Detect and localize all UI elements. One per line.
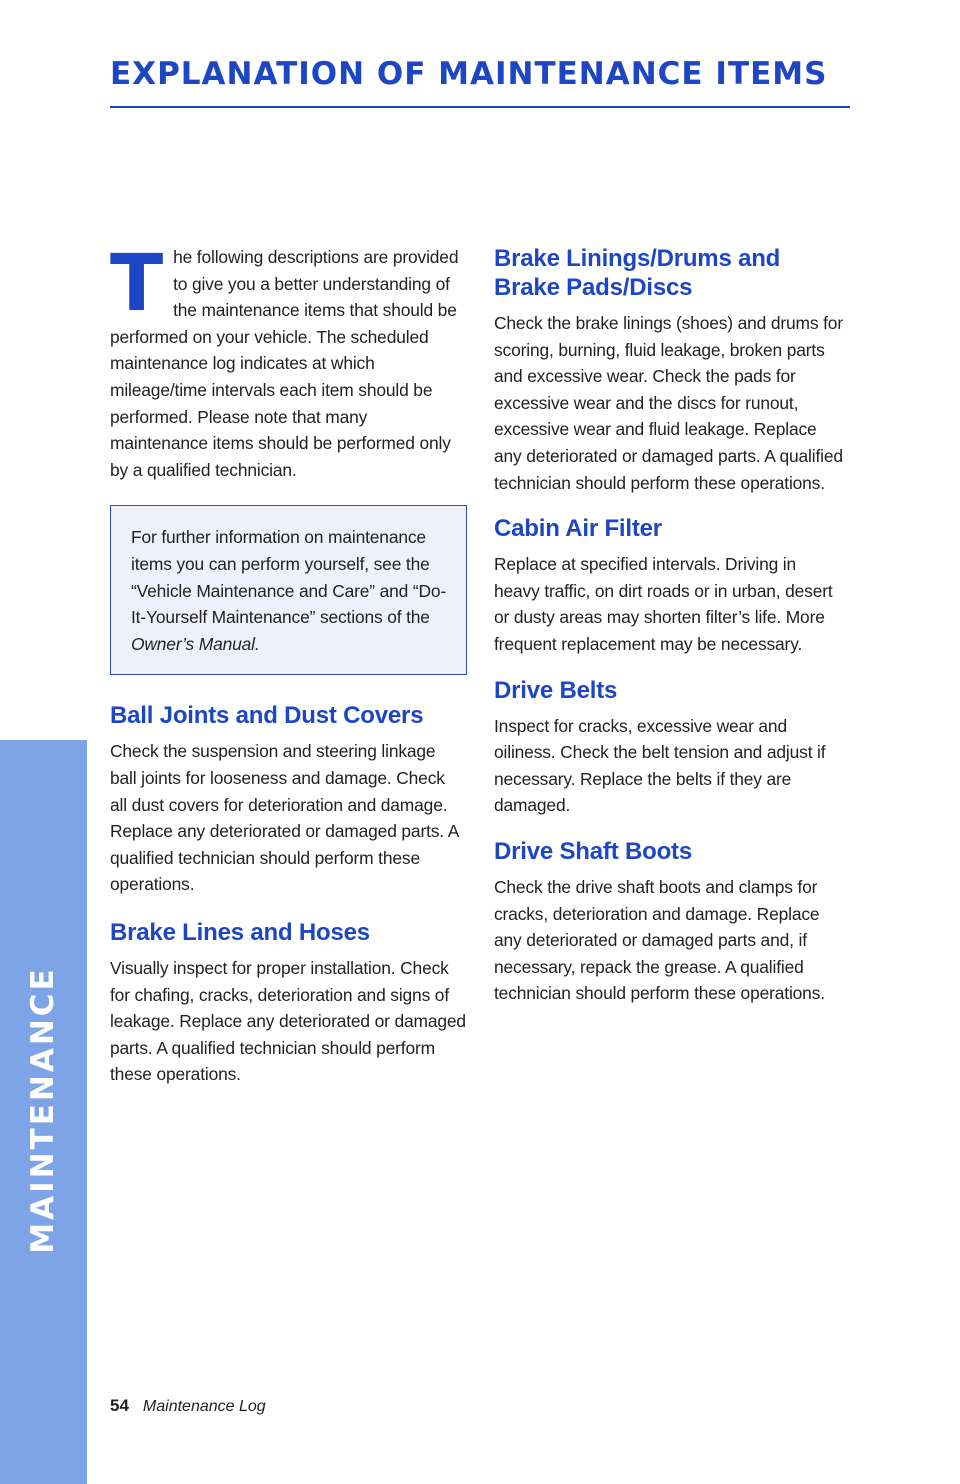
info-box-text <box>131 524 448 657</box>
section-body-drive-belts: Inspect for cracks, excessive wear and oiliness. Check the belt tension and adjust if necessary. Replace the belts if they are damaged. <box>494 715 826 816</box>
intro-text: he following descriptions are provided to give you a better understanding of the maintenance items that should be performed on your vehicle. The scheduled maintenance log indicates at which mileage/time intervals each item should be performed. Please note that many maintenance items should be performed only by a qualified technician. <box>110 247 459 480</box>
drop-cap: T <box>110 239 164 329</box>
section-body-brake-lines: Visually inspect for proper installation. Check for chafing, cracks, deterioration and signs of leakage. Replace any deteriorated or damaged parts. A qualified technician should perform these operations. <box>110 957 466 1085</box>
right-column <box>494 244 846 1007</box>
intro-paragraph <box>110 239 466 483</box>
page-number: 54 <box>110 1396 129 1415</box>
header-rule <box>110 106 850 108</box>
section-title-brake-lines: Brake Lines and Hoses <box>110 918 370 946</box>
section-body-cabin-air-filter: Replace at specified intervals. Driving in heavy traffic, on dirt roads or in urban, desert or dusty areas may shorten filter’s life. More frequent replacement may be necessary. <box>494 554 833 654</box>
side-tab-label: MAINTENANCE <box>25 966 61 1254</box>
section-body-brake-linings: Check the brake linings (shoes) and drums for scoring, burning, fluid leakage, broken parts and excessive wear. Check the pads for excessive wear and the discs for runout, excessive wear and fluid leakage. Replace any deteriorated or damaged parts. A qualified technician should perform these operations. <box>494 313 843 493</box>
section-title-cabin-air-filter: Cabin Air Filter <box>494 515 662 543</box>
page-title: EXPLANATION OF MAINTENANCE ITEMS <box>110 56 828 92</box>
section-body-drive-shaft-boots: Check the drive shaft boots and clamps for cracks, deterioration and damage. Replace any deteriorated or damaged parts and, if necessary, repack the grease. A qualified technician should perform these operations. <box>494 876 825 1004</box>
section-title-brake-linings: Brake Linings/Drums and Brake Pads/Discs <box>494 245 781 301</box>
left-column <box>110 239 466 1088</box>
info-box-body: For further information on maintenance items you can perform yourself, see the “Vehicle Maintenance and Care” and “Do-It-Yourself Maintenance” sections of the <box>131 527 447 628</box>
section-title-drive-shaft-boots: Drive Shaft Boots <box>494 837 692 865</box>
page-footer <box>110 1396 266 1416</box>
section-title-drive-belts: Drive Belts <box>494 676 618 704</box>
section-body-ball-joints: Check the suspension and steering linkage ball joints for looseness and damage. Check all dust covers for deterioration and damage. Replace any deteriorated or damaged parts. A qualified technician should perform these operations. <box>110 741 459 895</box>
info-box <box>110 505 467 675</box>
document-name: Maintenance Log <box>142 1398 266 1415</box>
owners-manual-ref: Owner’s Manual. <box>131 633 260 654</box>
section-title-ball-joints: Ball Joints and Dust Covers <box>110 702 424 730</box>
